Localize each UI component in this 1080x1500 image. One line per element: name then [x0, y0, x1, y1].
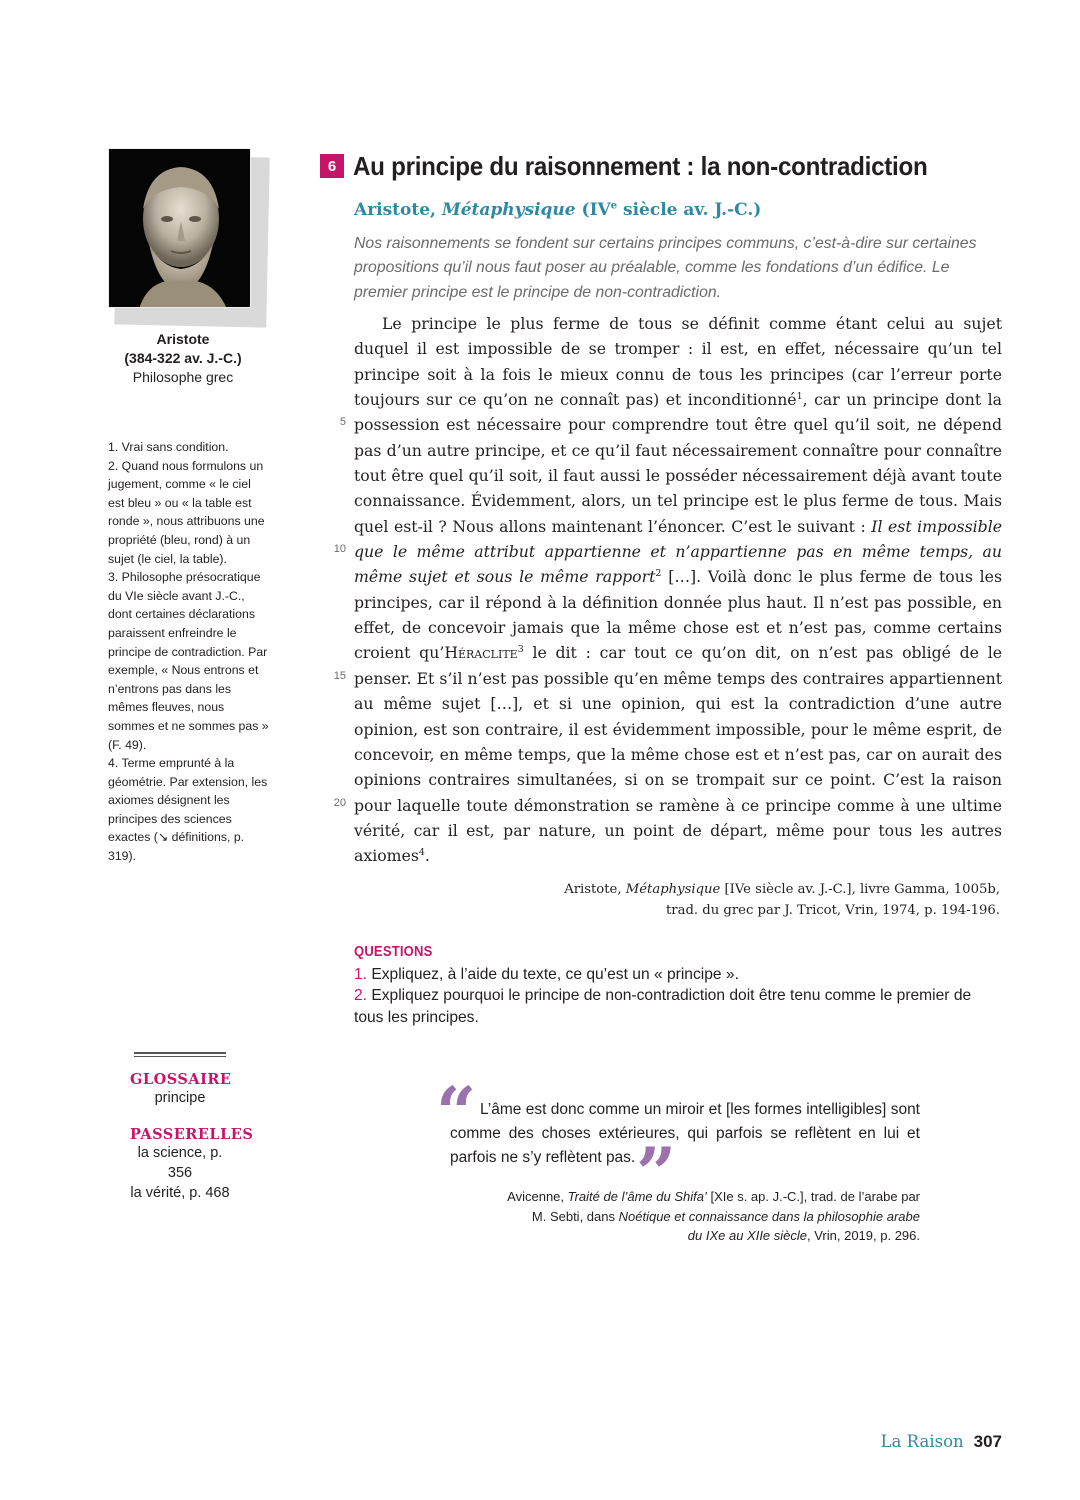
text-part-5: .	[424, 846, 430, 866]
quote-source-book: Noétique et connaissance dans la philosophie arabe	[618, 1208, 920, 1224]
glossary-title: GLOSSAIRE	[130, 1071, 232, 1088]
line-number-20: 20	[333, 797, 346, 809]
page-footer	[820, 1432, 1002, 1452]
quote-source-line-1	[480, 1187, 920, 1207]
document-header	[320, 149, 1020, 183]
principle-statement: Il est impossible que le même attribut appartienne et n’appartienne pas en même temps, au même sujet et sous le même rapport	[354, 516, 1003, 587]
text-part-2: , car un principe dont la possession est nécessaire pour comprendre tout être quel qu’il soit, ne dépend pas d’un autre principe, et ce qu’il faut nécessairement connaître pour connaître tout être quel qu’il soit, il faut aussi le posséder nécessairement déjà avant toute connaissance. Évidemment, alors, un tel principe est le plus ferme de tous. Mais quel est-il ? Nous allons maintenant l’énoncer. C’est le suivant :	[354, 390, 1002, 536]
quote-source-book-end: du IXe au XIIe siècle	[687, 1228, 808, 1243]
footnote-ref-3[interactable]: 3	[517, 644, 524, 656]
question-1	[354, 964, 1004, 986]
question-1-text: Expliquez, à l’aide du texte, ce qu’est un « principe ».	[367, 965, 739, 983]
document-source	[354, 200, 761, 220]
question-2-text: Expliquez pourquoi le principe de non-contradiction doit être tenu comme le premier de tous les principes.	[354, 987, 972, 1026]
question-2	[354, 985, 1004, 1028]
footnote-ref-1[interactable]: 1	[796, 390, 803, 402]
main-text	[354, 311, 1002, 869]
source-work: Métaphysique	[441, 200, 576, 220]
source-century-sup: e	[610, 200, 618, 212]
line-number-10: 10	[333, 543, 346, 555]
footnote-ref-4[interactable]: 4	[418, 846, 425, 858]
citation-line-2: trad. du grec par J. Tricot, Vrin, 1974, p. 194-196.	[665, 902, 1000, 918]
glossary-link-principe[interactable]: principe	[154, 1090, 206, 1106]
questions-block	[354, 941, 1004, 1028]
quote-source-work: Traité de l’âme du Shifa’	[567, 1189, 707, 1204]
main-paragraph	[354, 311, 1002, 869]
passerelle-link-science[interactable]: la science, p. 356	[137, 1145, 223, 1181]
philosopher-name: Aristote	[156, 331, 210, 347]
question-1-number: 1.	[354, 965, 368, 983]
quote-source-rest: [XIe s. ap. J.-C.], trad. de l’arabe par	[706, 1189, 920, 1204]
question-2-number: 2.	[354, 987, 368, 1004]
aristotle-portrait	[108, 148, 251, 308]
quote-source-publisher: , Vrin, 2019, p. 296.	[807, 1228, 920, 1243]
page-number: 307	[973, 1432, 1002, 1451]
document-title: Au principe du raisonnement : la non-contradiction	[353, 150, 928, 181]
chapter-name: La Raison	[880, 1432, 964, 1451]
footnote-ref-2[interactable]: 2	[655, 568, 662, 580]
source-author: Aristote,	[354, 200, 442, 220]
avicenne-quote	[450, 1098, 920, 1170]
footnotes	[108, 438, 270, 866]
document-number-badge: 6	[320, 154, 344, 178]
aristotle-bust-image	[109, 149, 251, 308]
citation-author: Aristote,	[564, 882, 626, 897]
passerelles-title: PASSERELLES	[130, 1126, 254, 1143]
citation	[450, 880, 1000, 921]
text-part-3: […]. Voilà donc le plus ferme de tous les principes, car il répond à la définition donnée plus haut. Il n’est pas possible, en effet, de concevoir jamais que la même chose est et n’est pas, comme certains croient qu’	[354, 567, 1002, 663]
footnote-2: 2. Quand nous formulons un jugement, comme « le ciel est bleu » ou « la table est ronde », nous attribuons une propriété (bleu, rond) à un sujet (le ciel, la table).	[108, 458, 265, 566]
philosopher-role: Philosophe grec	[132, 369, 234, 385]
document-intro: Nos raisonnements se fondent sur certains principes communs, c’est-à-dire sur certaines propositions qu’il nous faut poser au préalable, comme les fondations d’un édifice. Le premier principe est le principe de non-contradiction.	[354, 235, 977, 301]
heraclite-name: Héraclite	[444, 643, 518, 663]
portrait-frame	[108, 148, 268, 326]
glossary-box	[130, 1052, 254, 1203]
quote-source-line-3	[480, 1226, 920, 1246]
quote-source-line-2	[480, 1207, 920, 1227]
passerelle-link-verite[interactable]: la vérité, p. 468	[130, 1185, 230, 1201]
source-date-pre: (	[575, 200, 590, 220]
citation-work: Métaphysique	[625, 882, 721, 897]
text-part-4: le dit : car tout ce qu’on dit, on n’est pas obligé de le penser. Et s’il n’est pas possible qu’en même temps des contraires appartiennent au même sujet […], et si une opinion, qui est la contradiction d’une autre opinion, est son contraire, il est évidemment impossible, pour le même esprit, de concevoir, en même temps, que la même chose est et n’est pas, car on aurait des opinions contraires simultanées, si on se trompait sur ce point. C’est la raison pour laquelle toute démonstration se ramène à ce principe comme à une ultime vérité, car il est, par nature, un point de départ, même pour tous les autres axiomes	[354, 643, 1002, 866]
footnote-1: 1. Vrai sans condition.	[108, 440, 229, 454]
line-number-5: 5	[339, 416, 346, 428]
source-century: IV	[589, 200, 611, 220]
text-part-1: Le principe le plus ferme de tous se définit comme étant celui au sujet duquel il est impossible de se tromper : il est, en effet, nécessaire qu’un tel principe soit à la fois le mieux connu de tous les principes (car l’erreur porte toujours sur ce qu’on ne connaît pas) et inconditionné	[354, 314, 1002, 410]
footnote-3: 3. Philosophe présocratique du VIe siècle avant J.-C., dont certaines déclarations paraissent enfreindre le principe de contradiction. Par exemple, « Nous entrons et n’entrons pas dans les mêmes fleuves, nous sommes et ne sommes pas » (F. 49).	[108, 570, 269, 752]
quote-source-author: Avicenne,	[507, 1189, 568, 1204]
glossary-rule	[134, 1052, 226, 1057]
philosopher-dates: (384-322 av. J.-C.)	[124, 350, 242, 366]
quote-source	[480, 1187, 920, 1246]
quote-open-mark: “	[436, 1071, 477, 1154]
citation-rest: [IVe siècle av. J.-C.], livre Gamma, 1005b,	[720, 882, 1000, 897]
source-date-post: siècle av. J.-C.)	[617, 200, 762, 220]
citation-line-1	[450, 880, 1000, 901]
footnote-4: 4. Terme emprunté à la géométrie. Par extension, les axiomes désignent les principes des sciences exactes (↘ définitions, p. 319).	[108, 756, 268, 864]
portrait-caption	[108, 330, 258, 387]
quote-body: L’âme est donc comme un miroir et [les formes intelligibles] sont comme des choses extérieures, qui parfois se reflètent en lui et parfois ne s’y reflètent pas.	[450, 1101, 920, 1166]
questions-title: QUESTIONS	[354, 944, 433, 960]
line-number-15: 15	[333, 670, 346, 682]
quote-close-mark: ”	[636, 1132, 677, 1215]
quote-source-pre: M. Sebti, dans	[531, 1208, 619, 1224]
